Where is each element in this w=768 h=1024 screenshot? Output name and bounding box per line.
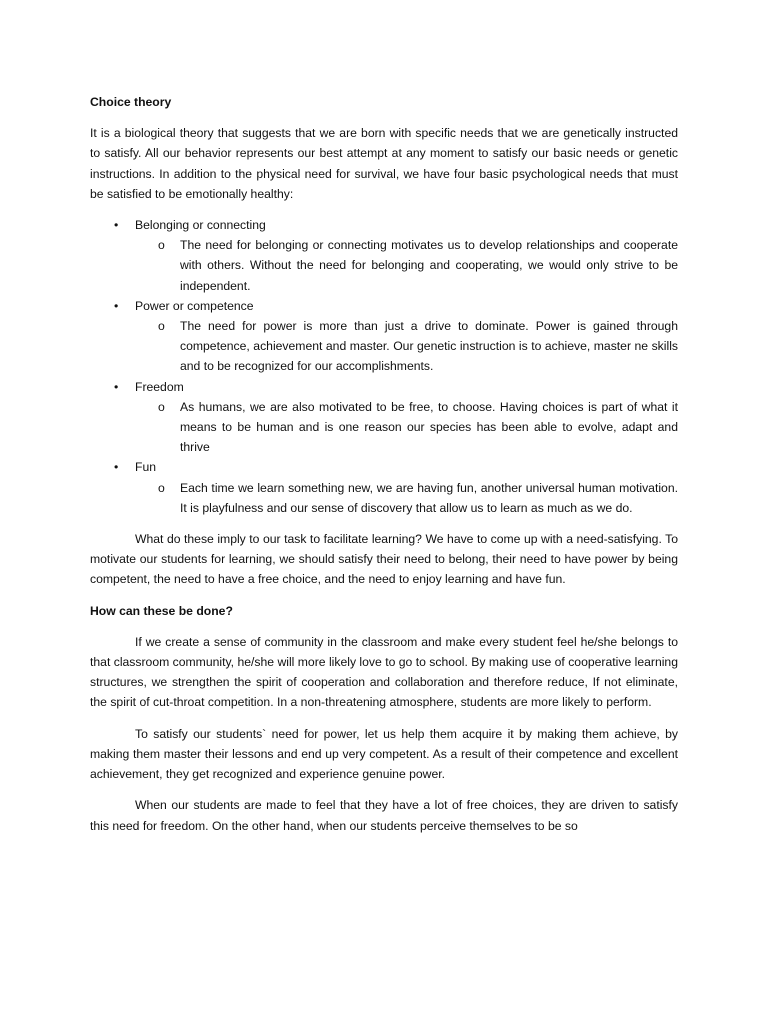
need-item-power bbox=[90, 296, 678, 377]
implication-paragraph: What do these imply to our task to facilitate learning? We have to come up with a need-satisfying. To motivate our students for learning, we should satisfy their need to belong, their need to have power by being competent, the need to have a free choice, and the need to enjoy learning and have fun. bbox=[90, 532, 678, 587]
need-item-belonging bbox=[90, 215, 678, 296]
sub-bullet-icon: o bbox=[158, 480, 165, 495]
need-detail bbox=[90, 478, 678, 518]
need-detail-text: Each time we learn something new, we are having fun, another universal human motivation. It is playfulness and our sense of discovery that allow us to learn as much as we do. bbox=[180, 480, 678, 515]
intro-paragraph: It is a biological theory that suggests that we are born with specific needs that we are genetically instructed to satisfy. All our behavior represents our best attempt at any moment to satisfy our basic needs or genetic instructions. In addition to the physical need for survival, we have four basic psychological needs that must be satisfied to be emotionally healthy: bbox=[90, 126, 678, 201]
document-page bbox=[90, 92, 678, 847]
need-label: Freedom bbox=[135, 379, 184, 394]
sub-bullet-icon: o bbox=[158, 238, 165, 253]
community-paragraph: If we create a sense of community in the classroom and make every student feel he/she belongs to that classroom community, he/she will more likely love to go to school. By making use of cooperative learning structures, we strengthen the spirit of cooperation and collaboration and therefore reduce, If not eliminate, the spirit of cut-throat competition. In a non-threatening atmosphere, students are more likely to perform. bbox=[90, 634, 678, 710]
need-detail-text: The need for power is more than just a drive to dominate. Power is gained through competence, achievement and master. Our genetic instruction is to achieve, master ne skills and to be recognized for our accomplishments. bbox=[180, 319, 678, 374]
need-label: Power or competence bbox=[135, 298, 254, 313]
need-detail-list bbox=[135, 397, 678, 458]
need-label: Belonging or connecting bbox=[135, 218, 266, 233]
sub-bullet-icon: o bbox=[158, 319, 165, 334]
need-detail-text: As humans, we are also motivated to be free, to choose. Having choices is part of what it means to be human and is one reason our species has been able to evolve, adapt and thrive bbox=[180, 399, 678, 455]
need-item-fun bbox=[90, 457, 678, 518]
need-detail-list bbox=[135, 316, 678, 377]
need-detail-text: The need for belonging or connecting motivates us to develop relationships and cooperate with others. Without the need for belonging and cooperating, we would only strive to be independent. bbox=[180, 238, 678, 293]
need-detail bbox=[90, 235, 678, 296]
need-label: Fun bbox=[135, 460, 157, 475]
document-title: Choice theory bbox=[90, 95, 172, 109]
need-detail-list bbox=[135, 235, 678, 296]
sub-bullet-icon: o bbox=[158, 399, 165, 414]
need-detail bbox=[90, 316, 678, 377]
section-subheading: How can these be done? bbox=[90, 603, 233, 618]
bullet-icon: • bbox=[114, 218, 119, 233]
freedom-paragraph: When our students are made to feel that they have a lot of free choices, they are driven to satisfy this need for freedom. On the other hand, when our students perceive themselves to be so bbox=[90, 798, 678, 833]
bullet-icon: • bbox=[114, 298, 119, 313]
need-item-freedom bbox=[90, 377, 678, 458]
bullet-icon: • bbox=[114, 379, 119, 394]
power-paragraph: To satisfy our students` need for power, let us help them acquire it by making them achieve, by making them master their lessons and end up very competent. As a result of their competence and excellent achievement, they get recognized and experience genuine power. bbox=[90, 726, 678, 782]
need-detail-list bbox=[135, 478, 678, 518]
need-detail bbox=[90, 397, 678, 458]
bullet-icon: • bbox=[114, 460, 119, 475]
needs-list bbox=[90, 215, 678, 518]
